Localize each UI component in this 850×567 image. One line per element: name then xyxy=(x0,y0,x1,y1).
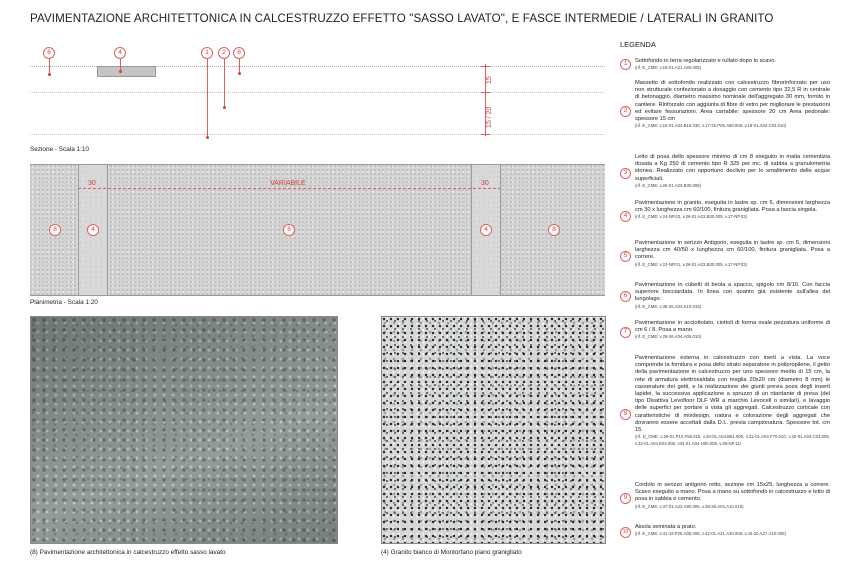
section-marker-2: 2 xyxy=(218,47,230,59)
page-title: PAVIMENTAZIONE ARCHITETTONICA IN CALCESTRUZZO EFFETTO "SASSO LAVATO", E FASCE INTERMEDIE / LATERALI IN GRANITO xyxy=(30,12,774,25)
legend-description: Pavimentazione in serizzo Antigorio, eseguita in lastre sp. cm 6, dimensioni larghezza cm 40/50 x lunghezza cm 60/100, finitura granigliata. Posa a correre. xyxy=(635,240,830,261)
legend-reference: (rif. E_CME: v.38-26.A04.A10.015) xyxy=(635,303,702,309)
legend-text xyxy=(635,240,830,268)
photo-washed-concrete xyxy=(30,316,338,544)
legend-text xyxy=(635,282,830,310)
section-marker-8a: 8 xyxy=(43,47,55,59)
leader-line-1 xyxy=(207,58,208,138)
legend-number: 7 xyxy=(620,327,631,338)
legend-number: 4 xyxy=(620,211,631,222)
plan-dim-left: 30 xyxy=(88,180,96,187)
plan-zone-8-left: 8 xyxy=(49,224,61,236)
legend-number: 10 xyxy=(620,527,631,538)
section-base-line xyxy=(30,92,605,93)
section-dim-total: 15 / 20 xyxy=(486,106,493,128)
legend-text xyxy=(635,154,830,189)
legend-text xyxy=(635,80,830,130)
section-dim-tick xyxy=(481,134,490,135)
legend-text xyxy=(635,524,830,538)
legend-reference: (rif. E_CME: v.37-01.A23.A90.005, v.38-26.A04.A10.015) xyxy=(635,503,744,509)
legend-reference: (rif. E_CME: v.41-19.P25.A05.005, v.42-01.A21.A30.005, v.43-20.A27.A10.005) xyxy=(635,531,786,537)
legend-text xyxy=(635,58,830,72)
legend-number: 3 xyxy=(620,168,631,179)
section-dim-tick xyxy=(481,66,490,67)
legend-title: LEGENDA xyxy=(620,40,656,49)
section-dim-top: 15 xyxy=(486,76,493,84)
section-label: Sezione - Scala 1:10 xyxy=(30,146,89,153)
legend-description: Pavimentazione in cubetti di beola a spacco, spigolo cm 8/10. Con faccia superiore bocciardata. In linea con quanto già esistente sull'allea del lungolago. xyxy=(635,282,830,303)
legend-description: Massetto di sottofondo realizzato con calcestruzzo fibrorinforzato per uso non strutturale confezionato a dosaggio con cemento tipo 32,5 R in centrale di betonaggio, diametro massimo nominale dell'aggregato 30 mm, fornito in cantiere. Rinforzato con aggiunta di fibre di vetro per migliorare le prestazioni ed evitare fessurazioni. Area carrabile: spessore 20 cm Area pedonale: spessore 15 cm xyxy=(635,80,830,123)
section-marker-8b: 8 xyxy=(233,47,245,59)
legend-number: 2 xyxy=(620,106,631,117)
plan-zone-8-center: 8 xyxy=(283,224,295,236)
legend-description: Pavimentazione in granito, eseguita in lastre sp. cm 6, dimensioni larghezza cm 30 x lunghezza cm 60/100, finitura granigliata. Posa a fascia singola. xyxy=(635,200,830,214)
plan-zone-8-right: 8 xyxy=(548,224,560,236)
leader-line-2 xyxy=(224,58,225,108)
legend-number: 8 xyxy=(620,409,631,420)
plan-zone-4-left: 4 xyxy=(87,224,99,236)
leader-dot xyxy=(238,72,241,75)
leader-dot xyxy=(223,106,226,109)
plan-dim-line xyxy=(78,188,501,189)
legend-number: 6 xyxy=(620,291,631,302)
section-marker-1: 1 xyxy=(201,47,213,59)
legend-reference: (rif. E_CME: v.16-01.A04.B15.030, v.17-25.P05.A80.005, v.18-01.A04.C03.010) xyxy=(635,123,787,129)
legend-reference: (rif. E_CME: v.24-NP.02, v.26-01.A23.B30.005, v.27-NP.03) xyxy=(635,214,748,220)
section-granite-block xyxy=(97,66,156,77)
section-bottom-line xyxy=(30,134,605,135)
section-dim-tick xyxy=(481,92,490,93)
legend-number: 5 xyxy=(620,251,631,262)
legend-text xyxy=(635,355,830,447)
photo-caption-2: (4) Granito bianco di Montorfano piano granigliato xyxy=(381,549,522,556)
legend-description: Pavimentazione in acciottolato, ciottoli di forma ovale pezzatura uniforme di cm 6 / 8. Posa a mano. xyxy=(635,320,830,334)
legend-description: Aiuola seminata a prato. xyxy=(635,524,697,530)
legend-text xyxy=(635,320,830,341)
legend-reference: (rif. E_CME: v.22-NP.01, v.26-01.A23.B30.005, v.27-NP.03) xyxy=(635,261,748,267)
leader-dot xyxy=(206,136,209,139)
legend-reference: (rif. E_CME: v.28-26.A04.A05.010) xyxy=(635,334,702,340)
photo-caption-1: (8) Pavimentazione architettonica in calcestruzzo effetto sasso lavato xyxy=(30,549,226,556)
leader-dot xyxy=(48,73,51,76)
legend-reference: (rif. E_CME: v.15-01.A21.A60.005) xyxy=(635,65,702,71)
plan-dim-right: 30 xyxy=(481,180,489,187)
legend-number: 9 xyxy=(620,493,631,504)
legend-reference: (rif. E_CME: v.29-01.P10.F58.015, v.30-01.A04.B61.005, v.31-01.A04.F70.010, v.32-01.A04.C03.005, v.33-01.A04.E03.005, v34-01.A04.H00.005, v.35-NP.11) xyxy=(635,434,830,446)
legend-description: Sottofondo in terra regolarizzato e rullato dopo lo scavo. xyxy=(635,58,777,64)
section-marker-4: 4 xyxy=(114,47,126,59)
legend-description: Pavimentazione esterna in calcestruzzo con inerti a vista. La voce comprende la fornitura e posa dello strato separatore in polipropilene, il getto della pavimentazione in calcestruzzo per uno spessore medio di 15 cm, la rete di armatura elettrosaldata con maglia 20x20 cm (diametro 8 mm) le casserature dei getti, e la realizzazione dei giunti previa posa degli inserti lapidei, la successiva applicazione a spruzzo di un ritardante di presa (del tipo Disattiva Levofloor DLF WR a marchio Levocell o similari), e lavaggio delle superfici per portare a vista gli aggregati. Calcestruzzo corticale con caratteristiche di mixdesign, natura e colorazione degli aggregati che dovranno essere accettati dalla D.L. previa campionatura. Spessore tot. cm 15. xyxy=(635,355,830,434)
plan-label: Planimetria - Scala 1:20 xyxy=(30,299,98,306)
plan-drawing xyxy=(30,164,605,296)
legend-reference: (rif. E_CME: v.26-01.A23.B30.005) xyxy=(635,182,702,188)
section-drawing xyxy=(30,44,605,144)
leader-dot xyxy=(119,70,122,73)
legend-text xyxy=(635,200,830,221)
plan-zone-4-right: 4 xyxy=(480,224,492,236)
legend-description: Letto di posa dello spessore minimo di cm 8 eseguito in malta cementizia dosata a Kg 250 di cemento tipo R 325 per mc. di sabbia a granulometria idonea. Realizzato con opportuno declivio per lo smaltimento delle acque superficiali. xyxy=(635,154,830,182)
legend-text xyxy=(635,482,830,510)
legend-description: Cordolo in serizzo antigorio retto, sezione cm 15x25, lunghezza a correre. Scavo eseguito a mano. Posa a mano su sottofondo in calcestruzzo e letto di posa in sabbia e cemento. xyxy=(635,482,830,503)
legend-number: 1 xyxy=(620,59,631,70)
photo-montorfano-granite xyxy=(381,316,606,544)
plan-dim-center: VARIABILE xyxy=(270,180,306,187)
